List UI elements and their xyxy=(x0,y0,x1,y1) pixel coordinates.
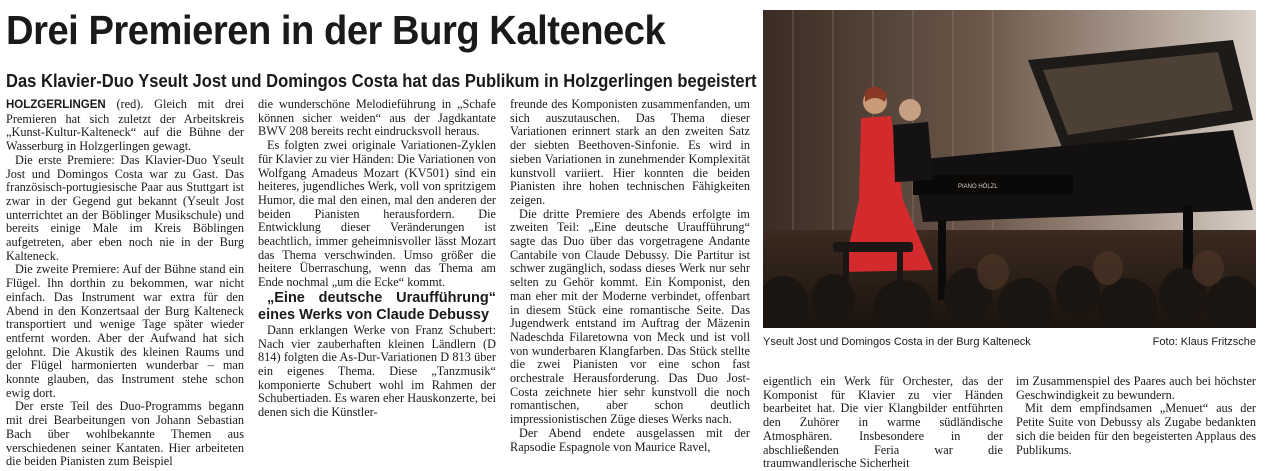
piano-brand-label: PIANO HÖLZL xyxy=(958,184,998,190)
paragraph: die wunderschöne Melodieführung in „Schafe können sicher weiden“ aus der Jagdkantate BWV 208 bereits recht eindrucksvoll heraus. xyxy=(258,98,496,139)
paragraph: eigentlich ein Werk für Orchester, das der Komponist für Klavier zu vier Händen bearbeitet hat. Die vier Klangbilder entführten den Zuhörer in warme südländische Atmosphären. Insbesondere in der abschließenden Feria war die traumwandlerische Sicherheit xyxy=(763,375,1003,471)
article-column-4 xyxy=(763,375,1003,471)
article-column-5 xyxy=(1016,375,1256,471)
paragraph: Mit dem empfindsamen „Menuet“ aus der Petite Suite von Debussy als Zugabe bedankten sich die beiden für den begeisterten Applaus des Publikums. xyxy=(1016,401,1256,457)
paragraph: Der Abend endete ausgelassen mit der Rapsodie Espagnole von Maurice Ravel, xyxy=(510,425,750,454)
pianist-man xyxy=(899,99,921,121)
article-column-2 xyxy=(258,98,496,470)
paragraph-text: (red). Gleich mit drei Premieren hat sich zuletzt der Arbeitskreis „Kunst-Kultur-Kalteneck“ auf die Bühne der Wasserburg in Holzgerlingen gewagt. xyxy=(6,98,244,154)
paragraph: freunde des Komponisten zusammenfanden, um sich auszutauschen. Das Thema dieser Variationen erinnert stark an den zweiten Satz der siebten Beethoven-Sinfonie. Es wird in sieben Variationen in zunehmender Komplexität kunstvoll variiert. Hier konnten die beiden Pianisten ihre hohen technischen Fähigkeiten zeigen. xyxy=(510,98,750,207)
photo-caption-bar xyxy=(763,336,1256,352)
paragraph: Dann erklangen Werke von Franz Schubert: Nach vier zauberhaften kleinen Ländlern (D 814) folgten die As-Dur-Variationen D 813 über ein eigenes Thema. Diese „Tanzmusik“ komponierte Schubert wohl im Rahmen der Schubertiaden. Es waren eher Hauskonzerte, bei denen sich die Künstler- xyxy=(258,322,496,420)
article-column-1 xyxy=(6,98,244,470)
paragraph: im Zusammenspiel des Paares auch bei höchster Geschwindigkeit zu bewundern. xyxy=(1016,375,1256,402)
subheadline: Das Klavier-Duo Yseult Jost und Domingos Costa hat das Publikum in Holzgerlingen begeistert xyxy=(6,71,757,91)
concert-photo-illustration xyxy=(763,10,1256,328)
paragraph xyxy=(6,98,244,154)
headline: Drei Premieren in der Burg Kalteneck xyxy=(6,7,666,53)
paragraph: Die dritte Premiere des Abends erfolgte im zweiten Teil: „Eine deutsche Uraufführung“ sagte das Duo über das vorgetragene Andante Cantabile von Claude Debussy. Die Partitur ist schwer zugänglich, sodass dieses Werk nur sehr selten zu Gehör kommt. Ein Komponist, den man eher mit der Moderne verbindet, offenbart in diesem Stück eine romantische Seite. Das Jugendwerk entstand im Auftrag der Mäzenin Nadeschda Filaretowna von Meck und ist voll von wunderbaren Klangfarben. Das Stück stellte die zwei Pianisten vor eine schon fast orchestrale Herausforderung. Das Duo Jost-Costa zeichnete hier sehr kunstvoll die noch romantischen, aber schon deutlich impressionistischen Züge dieses Werks nach. xyxy=(510,206,750,427)
photo-caption: Yseult Jost und Domingos Costa in der Burg Kalteneck xyxy=(763,336,1031,348)
piano-bench xyxy=(833,242,913,252)
paragraph: Es folgten zwei originale Variationen-Zyklen für Klavier zu vier Händen: Die Variationen von Wolfgang Amadeus Mozart (KV501) sind ein heiteres, jugendliches Werk, voll von spritzigem Humor, die mal den einen, mal den anderen der beiden Pianisten herausfordern. Die Entwicklung dieser Veränderungen ist beachtlich, immer geheimnisvoller lässt Mozart das Thema verschwinden. Umso größer die heitere Überraschung, wenn das Thema am Ende nochmal „um die Ecke“ kommt. xyxy=(258,138,496,290)
paragraph: Die zweite Premiere: Auf der Bühne stand ein Flügel. Ihn dorthin zu bekommen, war nicht einfach. Das Instrument war extra für den Abend in den Konzertsaal der Burg Kalteneck transportiert und wenige Tage später wieder entfernt worden. Aber der Aufwand hat sich gelohnt. Die Akustik des kleinen Raums und der Flügel harmonierten wunderbar – man konnte glauben, das Instrument stehe schon ewig dort. xyxy=(6,262,244,400)
photo-credit: Foto: Klaus Fritzsche xyxy=(1152,336,1256,348)
paragraph: Die erste Premiere: Das Klavier-Duo Yseult Jost und Domingos Costa war zu Gast. Das französisch-portugiesische Paar aus Stuttgart ist zwar in der Gegend gut bekannt (Yseult Jost unterrichtet an der Böblinger Musikschule) und bereits einige Male im Kreis Böblingen aufgetreten, aber eben noch nie in der Burg Kalteneck. xyxy=(6,152,244,263)
dateline: HOLZGERLINGEN xyxy=(6,99,106,111)
concert-photo xyxy=(763,10,1256,328)
section-subheading: „Eine deutsche Uraufführung“ eines Werks von Claude Debussy xyxy=(258,289,496,323)
article-column-3 xyxy=(510,98,750,470)
paragraph: Der erste Teil des Duo-Programms begann mit drei Bearbeitungen von Johann Sebastian Bach über wohlbekannte Themen aus verschiedenen seiner Kantaten. Hier arbeiteten die beiden Pianisten zum Beispiel xyxy=(6,399,244,469)
